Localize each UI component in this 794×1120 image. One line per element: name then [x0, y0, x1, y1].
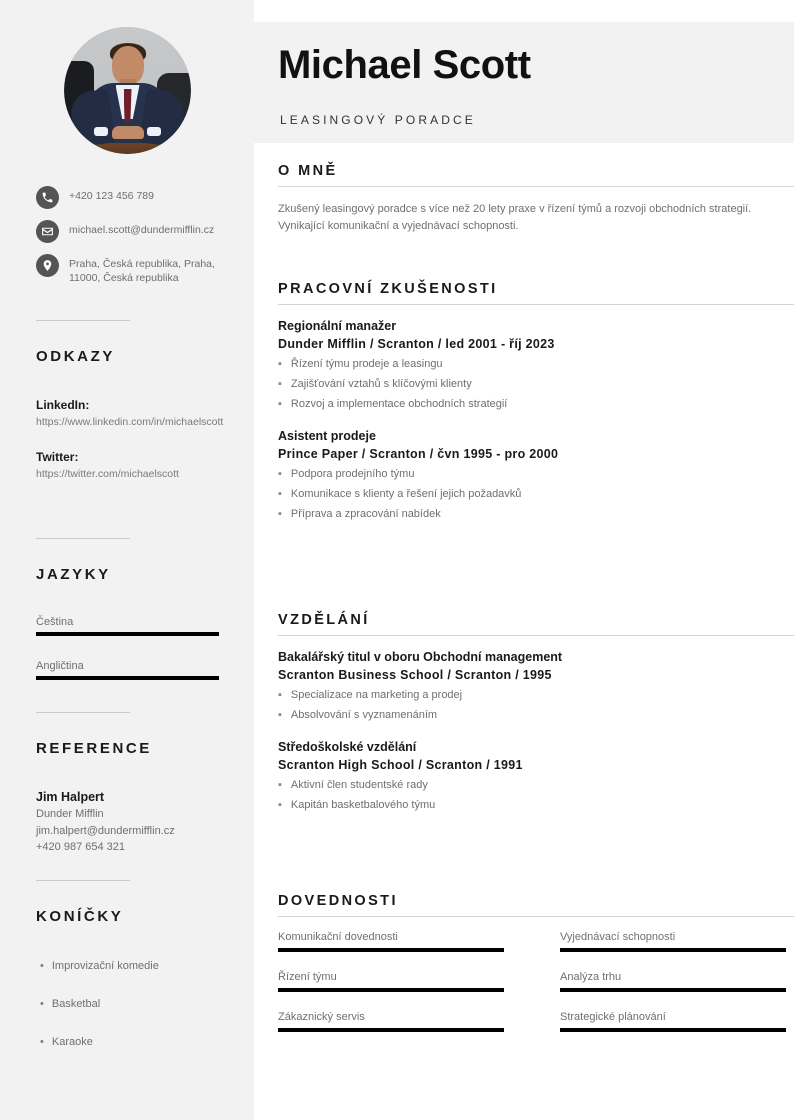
experience-heading: PRACOVNÍ ZKUŠENOSTI — [278, 281, 498, 297]
language-name: Angličtina — [36, 660, 84, 672]
about-heading: O MNĚ — [278, 163, 338, 179]
reference-company: Dunder Mifflin — [36, 808, 104, 820]
entry-meta: Dunder Mifflin / Scranton / led 2001 - říj 2023 — [278, 337, 555, 351]
phone-icon — [36, 186, 59, 209]
skills-grid — [278, 931, 794, 1051]
main-content — [254, 0, 794, 1120]
contact-location-value: Praha, Česká republika, Praha, 11000, Česká republika — [69, 258, 215, 284]
education-heading: VZDĚLÁNÍ — [278, 612, 370, 628]
profile-photo — [64, 27, 191, 154]
skill-name: Řízení týmu — [278, 971, 337, 983]
entry-meta: Prince Paper / Scranton / čvn 1995 - pro 2000 — [278, 447, 559, 461]
bullet-icon: • — [40, 998, 44, 1010]
languages-heading: JAZYKY — [36, 566, 111, 583]
reference-card — [0, 790, 254, 856]
reference-section — [0, 712, 254, 757]
hobbies-heading: KONÍČKY — [36, 908, 124, 925]
skill-level-bar — [278, 988, 504, 992]
education-entry — [278, 650, 794, 723]
skill-name: Analýza trhu — [560, 971, 622, 983]
sidebar — [0, 0, 254, 1120]
languages-list — [0, 616, 254, 680]
education-entry — [278, 740, 794, 813]
skills-section — [278, 893, 794, 1051]
languages-section — [0, 538, 254, 583]
section-rule — [278, 635, 794, 636]
links-section — [0, 320, 254, 365]
list-item — [278, 467, 794, 482]
contact-email-value: michael.scott@dundermifflin.cz — [69, 224, 215, 236]
language-level-bar — [36, 632, 219, 636]
bullet-text: Příprava a zpracování nabídek — [290, 508, 441, 520]
list-item — [278, 357, 794, 372]
links-heading: ODKAZY — [36, 348, 115, 365]
list-item — [278, 778, 794, 793]
skill-item — [278, 931, 504, 952]
list-item — [40, 1034, 254, 1050]
entry-title: Bakalářský titul v oboru Obchodní management — [278, 650, 563, 664]
bullet-text: Zajišťování vztahů s klíčovými klienty — [290, 378, 472, 390]
skill-item — [278, 1011, 504, 1032]
skill-name: Zákaznický servis — [278, 1011, 365, 1023]
hobby-label: Basketbal — [51, 998, 101, 1010]
bullet-icon: ▪ — [278, 709, 282, 721]
reference-name: Jim Halpert — [36, 790, 105, 804]
skill-item — [560, 971, 786, 992]
contact-row-location[interactable] — [36, 254, 226, 285]
link-item-linkedin[interactable] — [36, 398, 226, 429]
skill-level-bar — [560, 948, 786, 952]
skill-name: Strategické plánování — [560, 1011, 666, 1023]
bullet-icon: ▪ — [278, 358, 282, 370]
skill-name: Vyjednávací schopnosti — [560, 931, 676, 943]
bullet-icon: ▪ — [278, 689, 282, 701]
email-icon — [36, 220, 59, 243]
skill-level-bar — [278, 1028, 504, 1032]
bullet-text: Podpora prodejního týmu — [290, 468, 415, 480]
bullet-icon: ▪ — [278, 398, 282, 410]
bullet-icon: ▪ — [278, 468, 282, 480]
contact-phone-value: +420 123 456 789 — [69, 190, 154, 202]
skills-heading: DOVEDNOSTI — [278, 893, 398, 909]
list-item — [40, 958, 254, 974]
experience-entry — [278, 429, 794, 522]
list-item — [40, 996, 254, 1012]
divider — [36, 712, 130, 713]
skill-item — [560, 1011, 786, 1032]
bullet-text: Rozvoj a implementace obchodních strategií — [290, 398, 508, 410]
section-rule — [278, 186, 794, 187]
list-item — [278, 798, 794, 813]
hobbies-section — [0, 880, 254, 925]
list-item — [278, 507, 794, 522]
entry-title: Středoškolské vzdělání — [278, 740, 417, 754]
job-role-subtitle: LEASINGOVÝ PORADCE — [280, 113, 476, 127]
bullet-text: Specializace na marketing a prodej — [290, 689, 463, 701]
entry-title: Regionální manažer — [278, 319, 397, 333]
entry-bullets — [278, 688, 794, 723]
contact-row-phone[interactable] — [36, 186, 226, 209]
reference-email[interactable]: jim.halpert@dundermifflin.cz — [36, 824, 175, 837]
section-rule — [278, 916, 794, 917]
about-text: Zkušený leasingový poradce s více než 20 lety praxe v řízení týmů a rozvoji obchodních strategií. Vynikající komunikační a vyjednávací schopnosti. — [278, 203, 752, 232]
bullet-text: Kapitán basketbalového týmu — [290, 799, 436, 811]
link-label: LinkedIn: — [36, 398, 90, 412]
bullet-text: Aktivní člen studentské rady — [290, 779, 428, 791]
experience-section — [278, 281, 794, 539]
bullet-icon: • — [40, 960, 44, 972]
page-title: Michael Scott — [278, 43, 531, 87]
skill-item — [560, 931, 786, 952]
list-item — [278, 397, 794, 412]
language-level-bar — [36, 676, 219, 680]
list-item — [278, 708, 794, 723]
reference-phone[interactable]: +420 987 654 321 — [36, 841, 126, 853]
bullet-icon: ▪ — [278, 488, 282, 500]
location-icon — [36, 254, 59, 277]
bullet-icon: ▪ — [278, 378, 282, 390]
bullet-text: Komunikace s klienty a řešení jejich požadavků — [290, 488, 522, 500]
skill-item — [278, 971, 504, 992]
entry-bullets — [278, 467, 794, 522]
hobby-label: Improvizační komedie — [51, 960, 159, 972]
link-label: Twitter: — [36, 450, 79, 464]
experience-entry — [278, 319, 794, 412]
language-name: Čeština — [36, 616, 74, 628]
entry-meta: Scranton Business School / Scranton / 1995 — [278, 668, 552, 682]
bullet-icon: ▪ — [278, 799, 282, 811]
bullet-icon: ▪ — [278, 779, 282, 791]
entry-title: Asistent prodeje — [278, 429, 376, 443]
education-section — [278, 612, 794, 830]
link-url[interactable]: https://www.linkedin.com/in/michaelscott — [36, 416, 224, 428]
entry-bullets — [278, 778, 794, 813]
skill-level-bar — [278, 948, 504, 952]
divider — [36, 880, 130, 881]
divider — [36, 538, 130, 539]
skill-level-bar — [560, 1028, 786, 1032]
language-item — [36, 660, 219, 680]
hobbies-list — [0, 958, 254, 1050]
links-list — [0, 398, 254, 481]
list-item — [278, 688, 794, 703]
avatar — [64, 27, 191, 154]
reference-heading: REFERENCE — [36, 740, 152, 757]
hobby-label: Karaoke — [51, 1036, 93, 1048]
entry-meta: Scranton High School / Scranton / 1991 — [278, 758, 523, 772]
list-item — [278, 487, 794, 502]
list-item — [278, 377, 794, 392]
about-section — [278, 163, 794, 234]
section-rule — [278, 304, 794, 305]
bullet-icon: • — [40, 1036, 44, 1048]
skill-level-bar — [560, 988, 786, 992]
link-url[interactable]: https://twitter.com/michaelscott — [36, 468, 179, 480]
bullet-text: Řízení týmu prodeje a leasingu — [290, 358, 443, 370]
skill-name: Komunikační dovednosti — [278, 931, 398, 943]
language-item — [36, 616, 219, 636]
contact-list — [36, 186, 226, 296]
bullet-text: Absolvování s vyznamenáním — [290, 709, 438, 721]
entry-bullets — [278, 357, 794, 412]
link-item-twitter[interactable] — [36, 450, 226, 481]
bullet-icon: ▪ — [278, 508, 282, 520]
divider — [36, 320, 130, 321]
contact-row-email[interactable] — [36, 220, 226, 243]
